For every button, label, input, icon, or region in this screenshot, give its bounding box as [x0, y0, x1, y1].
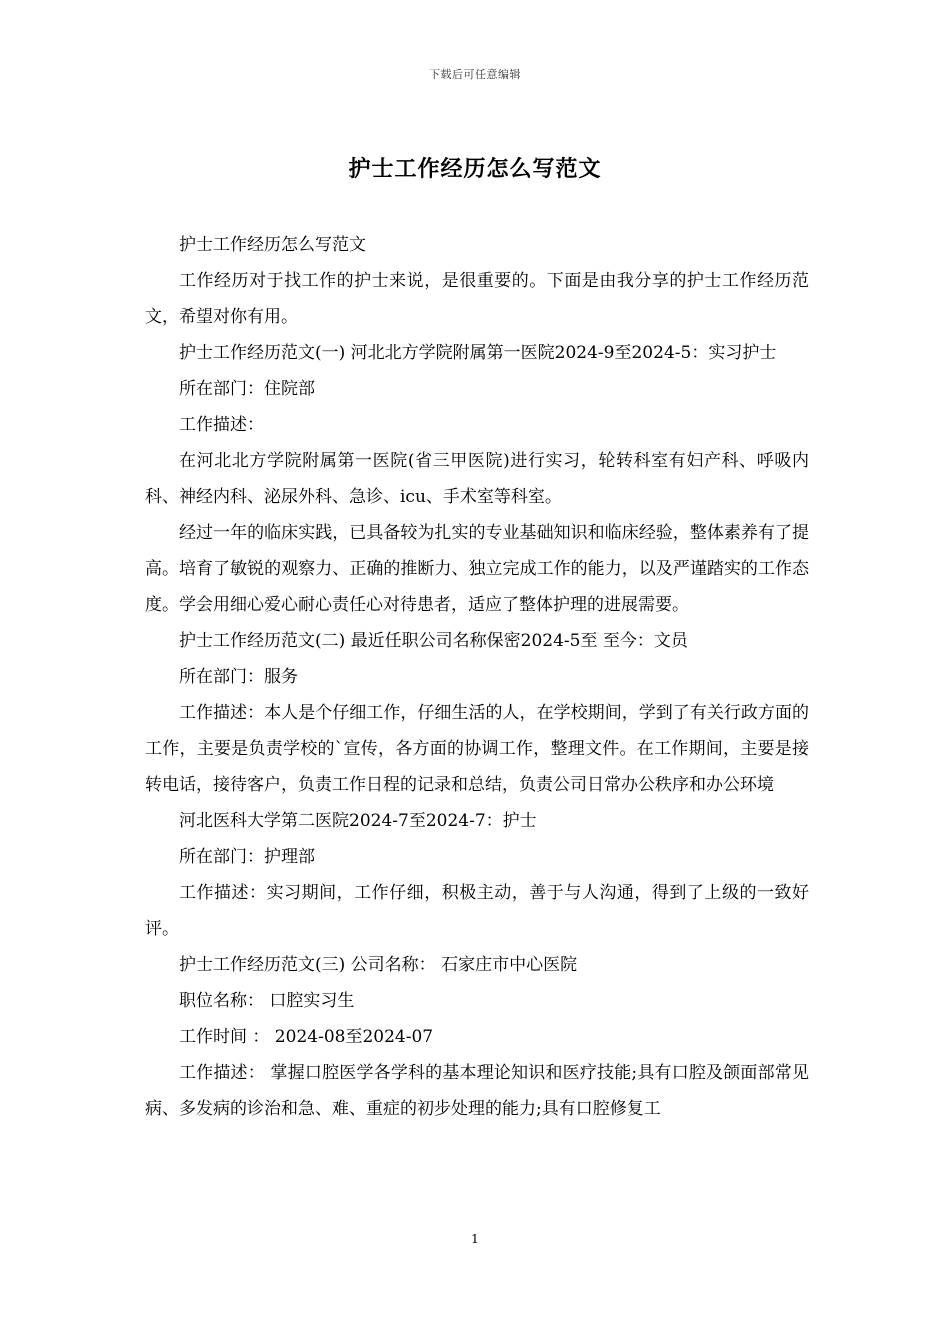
paragraph: 工作时间 ： 2024-08至2024-07	[179, 1027, 434, 1047]
page-number: 1	[471, 1232, 479, 1246]
paragraph: 职位名称： 口腔实习生	[179, 991, 355, 1011]
document-title: 护士工作经历怎么写范文	[348, 156, 602, 182]
page-header-note: 下载后可任意编辑	[429, 68, 521, 81]
paragraph: 经过一年的临床实践，已具备较为扎实的专业基础知识和临床经验，整体素养有了提高。培育了敏锐的观察力、正确的推断力、独立完成工作的能力，以及严谨踏实的工作态度。学会用细心爱心耐心责任心对待患者，适应了整体护理的进展需要。	[145, 523, 809, 615]
paragraph: 在河北北方学院附属第一医院(省三甲医院)进行实习，轮转科室有妇产科、呼吸内科、神经内科、泌尿外科、急诊、icu、手术室等科室。	[145, 451, 809, 507]
paragraph: 工作描述：实习期间，工作仔细，积极主动，善于与人沟通，得到了上级的一致好评。	[145, 883, 809, 939]
paragraph: 工作描述：本人是个仔细工作，仔细生活的人，在学校期间，学到了有关行政方面的工作，主要是负责学校的`宣传，各方面的协调工作，整理文件。在工作期间，主要是接转电话，接待客户，负责工作日程的记录和总结，负责公司日常办公秩序和办公环境	[145, 703, 809, 795]
paragraph: 护士工作经历范文(二) 最近任职公司名称保密2024-5至 至今：文员	[179, 631, 688, 651]
document-body	[145, 227, 809, 1127]
paragraph: 工作描述：	[179, 415, 264, 435]
paragraph: 护士工作经历范文(一) 河北北方学院附属第一医院2024-9至2024-5：实习护士	[179, 343, 777, 363]
paragraph: 河北医科大学第二医院2024-7至2024-7：护士	[179, 811, 537, 831]
paragraph: 工作描述： 掌握口腔医学各学科的基本理论知识和医疗技能;具有口腔及颌面部常见病、多发病的诊治和急、难、重症的初步处理的能力;具有口腔修复工	[145, 1063, 809, 1119]
paragraph: 护士工作经历怎么写范文	[179, 235, 366, 255]
paragraph: 所在部门：住院部	[179, 379, 315, 399]
paragraph: 所在部门：护理部	[179, 847, 315, 867]
paragraph: 护士工作经历范文(三) 公司名称： 石家庄市中心医院	[179, 955, 578, 975]
paragraph: 所在部门：服务	[179, 667, 298, 687]
paragraph: 工作经历对于找工作的护士来说，是很重要的。下面是由我分享的护士工作经历范文，希望对你有用。	[145, 271, 809, 327]
